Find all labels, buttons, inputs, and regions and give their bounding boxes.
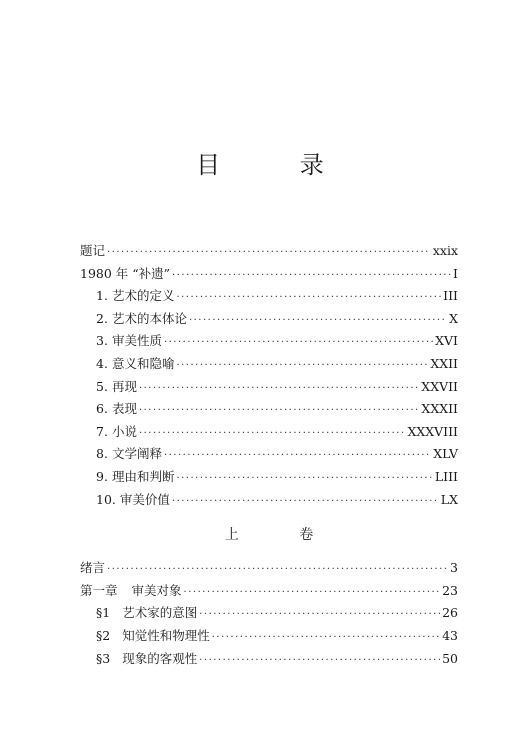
toc-appendix-item-10[interactable]: [80, 489, 458, 512]
toc-entry-foreword[interactable]: [80, 240, 458, 263]
toc-appendix-item-6[interactable]: [80, 398, 458, 421]
entry-number: 8.: [96, 446, 108, 462]
leader-dots: [184, 580, 441, 605]
toc-entry-1980-supplement[interactable]: [80, 263, 458, 286]
toc-entry-label: 艺术的本体论: [111, 310, 187, 326]
leader-dots: [176, 353, 428, 378]
toc-appendix-item-7[interactable]: [80, 421, 458, 444]
toc-page-number: XXXVIII: [407, 423, 458, 439]
toc-entry-label: 1980 年 “补遗”: [80, 265, 171, 281]
toc-page-number: 23: [442, 582, 458, 598]
toc-page-number: LX: [440, 491, 458, 507]
toc-entry-label: 再现: [111, 378, 137, 394]
entry-number: 2.: [96, 310, 108, 326]
toc-appendix-item-2[interactable]: [80, 308, 458, 331]
toc-section-item-2[interactable]: [80, 625, 458, 648]
leader-dots: [107, 557, 448, 582]
leader-dots: [139, 376, 419, 401]
toc-entry-label: 审美价值: [119, 491, 170, 507]
entry-number: §3: [96, 650, 111, 666]
toc-page-number: 3: [450, 560, 458, 576]
toc-entry-label: 绪言: [80, 560, 106, 576]
toc-page-number: XXII: [430, 355, 458, 371]
leader-dots: [164, 330, 433, 355]
entry-number: 6.: [96, 401, 108, 417]
leader-dots: [139, 421, 406, 446]
toc-appendix-item-5[interactable]: [80, 376, 458, 399]
toc-page-number: XLV: [433, 446, 458, 462]
toc-entry-label: 艺术家的意图: [122, 605, 198, 621]
leader-dots: [199, 648, 440, 673]
toc-entry-label: 表现: [111, 401, 137, 417]
toc-entry-label: 文学阐释: [111, 446, 162, 462]
toc-entry-introduction[interactable]: [80, 557, 458, 580]
entry-number: 10.: [96, 491, 116, 507]
page-title: 目 录: [196, 151, 360, 179]
toc-entry-label: 知觉性和物理性: [122, 627, 210, 643]
entry-number: 9.: [96, 468, 108, 484]
entry-number: §2: [96, 627, 111, 643]
leader-dots: [139, 398, 419, 423]
toc-page-number: XXVII: [421, 378, 458, 394]
leader-dots: [176, 466, 432, 491]
leader-dots: [212, 625, 440, 650]
entry-number: §1: [96, 605, 111, 621]
entry-number: 3.: [96, 333, 108, 349]
toc-entry-chapter-1[interactable]: [80, 580, 458, 603]
toc-page-number: III: [443, 288, 458, 304]
leader-dots: [199, 602, 440, 627]
toc-appendix-item-3[interactable]: [80, 330, 458, 353]
toc-entry-label: 艺术的定义: [111, 288, 175, 304]
leader-dots: [164, 443, 431, 468]
volume-heading: 上 卷: [224, 527, 342, 544]
leader-dots: [172, 263, 451, 288]
table-of-contents: [80, 240, 458, 670]
toc-entry-label: 现象的客观性: [122, 650, 198, 666]
leader-dots: [172, 489, 439, 514]
toc-section-item-3[interactable]: [80, 648, 458, 671]
toc-page-number: X: [449, 310, 458, 326]
chapter-number: 第一章: [80, 582, 118, 598]
entry-number: 5.: [96, 378, 108, 394]
toc-appendix-item-8[interactable]: [80, 443, 458, 466]
toc-entry-label: 理由和判断: [111, 468, 175, 484]
toc-page-number: xxix: [432, 243, 458, 258]
toc-appendix-item-1[interactable]: [80, 285, 458, 308]
leader-dots: [176, 285, 441, 310]
toc-section-item-1[interactable]: [80, 602, 458, 625]
entry-number: 4.: [96, 355, 108, 371]
entry-number: 7.: [96, 423, 108, 439]
toc-entry-label: 审美性质: [111, 333, 162, 349]
toc-page-number: I: [453, 265, 458, 281]
toc-page-number: LIII: [434, 468, 458, 484]
leader-dots: [189, 308, 447, 333]
entry-number: 1.: [96, 288, 108, 304]
toc-appendix-item-9[interactable]: [80, 466, 458, 489]
toc-entry-label: 题记: [80, 243, 106, 258]
toc-appendix-item-4[interactable]: [80, 353, 458, 376]
leader-dots: [107, 240, 431, 265]
chapter-title: 审美对象: [131, 582, 182, 598]
toc-page-number: 50: [442, 650, 458, 666]
toc-page-number: XXXII: [421, 401, 458, 417]
toc-page-number: XVI: [435, 333, 458, 349]
toc-page-number: 26: [442, 605, 458, 621]
toc-entry-label: 意义和隐喻: [111, 355, 175, 371]
toc-page-number: 43: [442, 627, 458, 643]
toc-entry-label: 小说: [111, 423, 137, 439]
